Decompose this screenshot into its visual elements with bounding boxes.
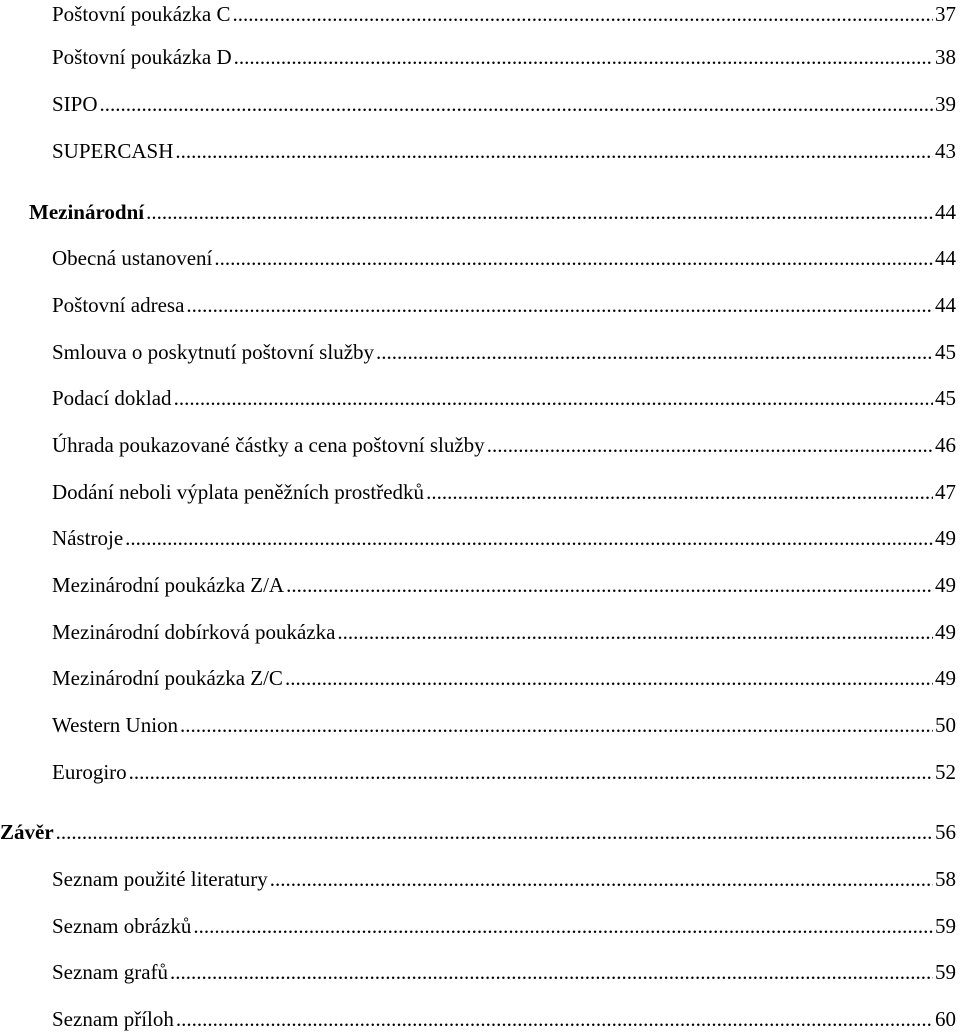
toc-page-number: 60 — [935, 1007, 956, 1031]
toc-dot-leader — [56, 817, 933, 847]
toc-dot-leader — [376, 337, 933, 367]
toc-page-number: 45 — [935, 340, 956, 364]
toc-dot-leader — [285, 663, 933, 693]
toc-page-number: 59 — [935, 960, 956, 984]
toc-page-number: 44 — [935, 293, 956, 317]
toc-entry-label: Poštovní poukázka D — [52, 45, 232, 69]
toc-entry-label: SUPERCASH — [52, 139, 174, 163]
toc-entry-label: Western Union — [52, 713, 179, 737]
toc-page-number: 59 — [935, 914, 956, 938]
toc-page-number: 39 — [935, 92, 956, 116]
toc-entry[interactable] — [52, 663, 956, 693]
toc-entry[interactable] — [52, 290, 956, 320]
toc-entry[interactable] — [29, 197, 956, 227]
toc-entry[interactable] — [52, 383, 956, 413]
toc-entry-label: Seznam příloh — [52, 1007, 174, 1031]
toc-entry[interactable] — [0, 817, 956, 847]
toc-entry-label: SIPO — [52, 92, 98, 116]
toc-page-number: 44 — [935, 200, 956, 224]
toc-dot-leader — [234, 42, 933, 72]
toc-entry[interactable] — [52, 1004, 956, 1034]
toc-entry[interactable] — [52, 477, 956, 507]
toc-dot-leader — [214, 243, 933, 273]
toc-dot-leader — [426, 477, 933, 507]
toc-entry-label: Mezinárodní poukázka Z/A — [52, 573, 285, 597]
toc-entry[interactable] — [52, 523, 956, 553]
toc-entry[interactable] — [52, 710, 956, 740]
toc-entry-label: Podací doklad — [52, 386, 172, 410]
toc-entry-label: Závěr — [0, 820, 54, 844]
toc-entry[interactable] — [52, 617, 956, 647]
toc-dot-leader — [146, 197, 933, 227]
toc-entry-label: Poštovní adresa — [52, 293, 185, 317]
toc-entry-label: Mezinárodní — [29, 200, 145, 224]
toc-dot-leader — [186, 290, 933, 320]
toc-entry[interactable] — [52, 911, 956, 941]
toc-dot-leader — [286, 570, 933, 600]
toc-entry-label: Eurogiro — [52, 760, 127, 784]
toc-entry[interactable] — [52, 957, 956, 987]
toc-page-number: 52 — [935, 760, 956, 784]
toc-entry-label: Dodání neboli výplata peněžních prostředků — [52, 480, 425, 504]
toc-dot-leader — [129, 757, 933, 787]
toc-page-number: 49 — [935, 666, 956, 690]
toc-dot-leader — [175, 136, 933, 166]
toc-entry[interactable] — [52, 89, 956, 119]
toc-page-number: 44 — [935, 246, 956, 270]
toc-dot-leader — [170, 957, 933, 987]
toc-entry-label: Mezinárodní poukázka Z/C — [52, 666, 283, 690]
toc-page-number: 49 — [935, 620, 956, 644]
toc-entry-label: Smlouva o poskytnutí poštovní služby — [52, 340, 375, 364]
toc-entry[interactable] — [52, 0, 956, 29]
toc-entry-label: Seznam obrázků — [52, 914, 192, 938]
toc-dot-leader — [174, 383, 933, 413]
toc-entry-label: Mezinárodní dobírková poukázka — [52, 620, 336, 644]
toc-page-number: 56 — [935, 820, 956, 844]
toc-dot-leader — [180, 710, 933, 740]
toc-dot-leader — [125, 523, 933, 553]
toc-entry[interactable] — [52, 243, 956, 273]
toc-page-number: 46 — [935, 433, 956, 457]
toc-entry[interactable] — [52, 430, 956, 460]
toc-dot-leader — [487, 430, 933, 460]
toc-entry[interactable] — [52, 757, 956, 787]
toc-page-number: 43 — [935, 139, 956, 163]
toc-entry[interactable] — [52, 136, 956, 166]
toc-entry[interactable] — [52, 337, 956, 367]
toc-entry-label: Poštovní poukázka C — [52, 2, 231, 26]
toc-page-number: 37 — [935, 2, 956, 26]
toc-dot-leader — [233, 0, 934, 29]
toc-entry-label: Úhrada poukazované částky a cena poštovní služby — [52, 433, 485, 457]
toc-dot-leader — [193, 911, 933, 941]
toc-entry-label: Nástroje — [52, 526, 124, 550]
toc-entry[interactable] — [52, 570, 956, 600]
toc-entry-label: Seznam použité literatury — [52, 867, 268, 891]
toc-dot-leader — [337, 617, 933, 647]
toc-page-number: 49 — [935, 526, 956, 550]
toc-page-number: 38 — [935, 45, 956, 69]
toc-entry-label: Seznam grafů — [52, 960, 169, 984]
toc-dot-leader — [270, 864, 933, 894]
toc-page-number: 58 — [935, 867, 956, 891]
toc-page-number: 49 — [935, 573, 956, 597]
toc-entry[interactable] — [52, 864, 956, 894]
toc-page-number: 45 — [935, 386, 956, 410]
toc-page-number: 50 — [935, 713, 956, 737]
toc-page-number: 47 — [935, 480, 956, 504]
toc-entry[interactable] — [52, 42, 956, 72]
toc-dot-leader — [176, 1004, 933, 1034]
toc-dot-leader — [100, 89, 933, 119]
toc-entry-label: Obecná ustanovení — [52, 246, 213, 270]
